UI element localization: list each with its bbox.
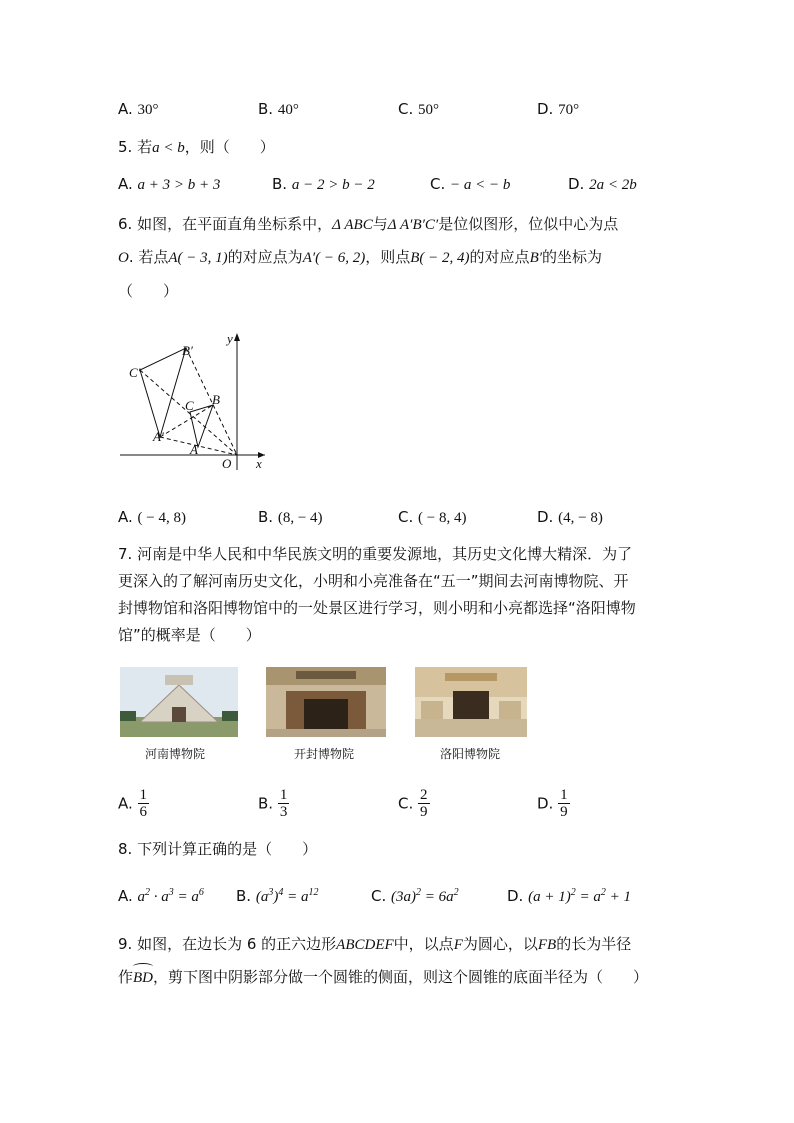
caption-henan: 河南博物院: [145, 747, 206, 761]
q7-option-b: B. $\frac{1}{3}$: [258, 787, 288, 820]
q7-stem-line3: 封博物馆和洛阳博物馆中的一处景区进行学习，则小明和小亮都选择“洛阳博物: [118, 599, 636, 617]
fig-label-b: B: [212, 392, 220, 407]
q5-option-b: B. a − 2 > b − 2: [272, 175, 375, 193]
fig-label-y: y: [227, 331, 233, 346]
q7-stem-line1: 7. 河南是中华人民和中华民族文明的重要发源地，其历史文化博大精深．为了: [118, 545, 633, 563]
q5-option-d: D. 2a < 2b: [568, 175, 637, 193]
q8-option-c: C. $(3a)^2 = 6a^2$: [371, 887, 459, 905]
q6-option-d: D. (4, − 8): [537, 508, 603, 526]
q5-option-c: C. − a < − b: [430, 175, 511, 193]
q5-stem: 5. 若a < b，则（ ）: [118, 138, 275, 156]
fig-label-a: A: [190, 442, 198, 457]
q6-option-a: A. ( − 4, 8): [118, 508, 186, 526]
q6-option-b: B. (8, − 4): [258, 508, 323, 526]
q4-option-b: B. 40°: [258, 100, 299, 118]
fig-label-c: C: [185, 398, 194, 413]
q6-stem-line3: （ ）: [118, 282, 179, 300]
kaifeng-museum-photo: [266, 667, 386, 737]
q7-stem-line4: 馆”的概率是（ ）: [118, 626, 261, 644]
q8-option-d: D. $(a + 1)^2 = a^2 + 1$: [507, 887, 631, 905]
q4-option-a: A. 30°: [118, 100, 159, 118]
fig-label-o: O: [222, 456, 232, 471]
q9-stem-line2: 作BD，剪下图中阴影部分做一个圆锥的侧面，则这个圆锥的底面半径为（ ）: [118, 966, 648, 989]
q8-option-b: B. $(a^3)^4 = a^{12}$: [236, 887, 319, 905]
q6-stem-line1: 6. 如图，在平面直角坐标系中，Δ ABC与Δ A′B′C′是位似图形，位似中心为点: [118, 215, 619, 233]
fig-label-a-prime: A′: [153, 429, 164, 444]
fig-label-c-prime: C′: [129, 365, 141, 380]
henan-museum-photo: [120, 667, 238, 737]
q9-stem-line1: 9. 如图，在边长为 6 的正六边形ABCDEF中，以点F为圆心，以FB的长为半径: [118, 935, 632, 953]
q7-option-c: C. $\frac{2}{9}$: [398, 787, 428, 820]
q6-coordinate-figure: [110, 325, 280, 475]
caption-kaifeng: 开封博物院: [294, 747, 355, 761]
q6-option-c: C. ( − 8, 4): [398, 508, 467, 526]
fig-label-b-prime: B′: [182, 343, 193, 358]
luoyang-museum-photo: [415, 667, 527, 737]
q7-option-a: A. $\frac{1}{6}$: [118, 787, 148, 820]
q8-stem: 8. 下列计算正确的是（ ）: [118, 840, 318, 858]
q6-stem-line2: O. 若点A( − 3, 1)的对应点为A′( − 6, 2)，则点B( − 2, 4)的对应点B′的坐标为: [118, 248, 603, 266]
caption-luoyang: 洛阳博物院: [440, 747, 501, 761]
q4-option-c: C. 50°: [398, 100, 440, 118]
q4-option-d: D. 70°: [537, 100, 580, 118]
q7-option-d: D. $\frac{1}{9}$: [537, 787, 568, 820]
q8-option-a: A. $a^2 \cdot a^3 = a^6$: [118, 887, 204, 905]
q7-stem-line2: 更深入的了解河南历史文化，小明和小亮准备在“五一”期间去河南博物院、开: [118, 572, 629, 590]
q5-option-a: A. a + 3 > b + 3: [118, 175, 221, 193]
fig-label-x: x: [256, 456, 262, 471]
